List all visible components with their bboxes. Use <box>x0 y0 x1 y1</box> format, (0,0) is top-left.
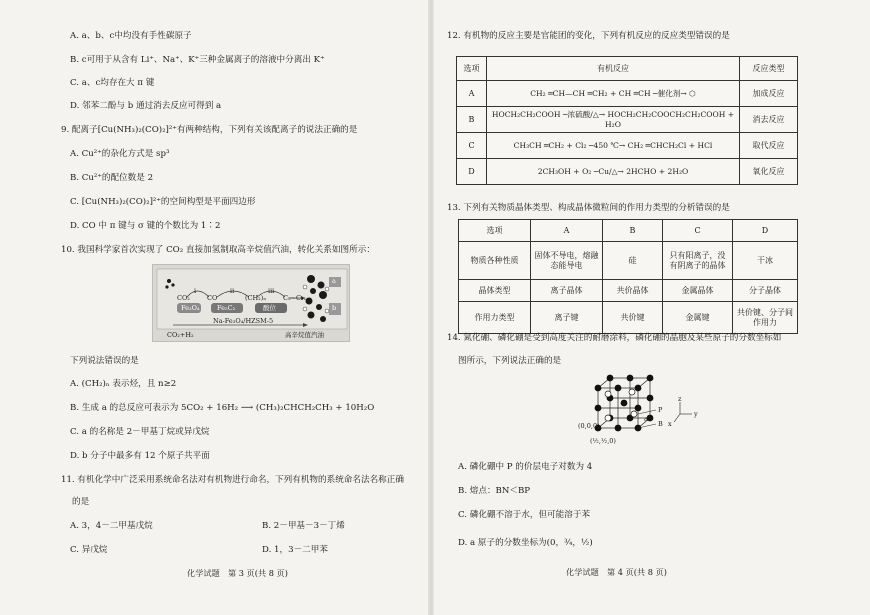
left-page-footer: 化学试题 第 3 页(共 8 页) <box>187 568 288 578</box>
q10-option-a: A. (CH₂)ₙ 表示烃，且 n≥2 <box>70 379 177 389</box>
q12-row-option: D <box>457 159 487 185</box>
a-atom-label: a <box>644 415 648 423</box>
q13-row-crystal-type <box>459 280 798 302</box>
olefin-label: (CH₂)ₙ <box>245 294 267 302</box>
q14-stem-line1: 14. 氮化硼、磷化硼是受到高度关注的耐磨涂料，磷化硼的晶胞及某些原子的分数坐标如 <box>447 333 782 343</box>
q12-row-d <box>457 159 798 185</box>
label-a: a <box>332 277 336 285</box>
q13-cell: 共价键 <box>603 302 663 334</box>
q12-stem: 12. 有机物的反应主要是官能团的变化，下列有机反应的反应类型错误的是 <box>447 31 730 41</box>
q12-header-type: 反应类型 <box>740 57 798 81</box>
q14-option-d: D. a 原子的分数坐标为(0，¾，½) <box>458 538 593 548</box>
q13-cell: 共价晶体 <box>603 280 663 302</box>
co-label: CO <box>207 294 218 302</box>
q12-row-type: 加成反应 <box>740 81 798 107</box>
chain-label: C₅~C₁₁ <box>283 294 307 302</box>
q13-header-cell: A <box>531 220 603 242</box>
q13-cell: 离子键 <box>531 302 603 334</box>
q14-option-c: C. 磷化硼不溶于水，但可能溶于苯 <box>458 510 591 520</box>
q9-stem: 9. 配离子[Cu(NH₃)₂(CO)₂]²⁺有两种结构，下列有关该配离子的说法正确的是 <box>61 125 358 135</box>
q13-header-cell: C <box>663 220 733 242</box>
q11-option-d: D. 1，3－二甲苯 <box>262 545 328 555</box>
q13-cell: 干冰 <box>733 242 798 280</box>
q12-row-type: 氧化反应 <box>740 159 798 185</box>
label-b: b <box>332 304 337 312</box>
cat3-label: 酸位 <box>263 304 276 312</box>
q14-option-a: A. 磷化硼中 P 的价层电子对数为 4 <box>458 462 593 472</box>
q9-option-b: B. Cu²⁺的配位数是 2 <box>70 173 154 183</box>
q12-row-reaction: 2CH₃OH + O₂ ─Cu/△→ 2HCHO + 2H₂O <box>487 159 740 185</box>
q14-option-b: B. 熔点：BN＜BP <box>458 486 531 496</box>
p-atom-label: P <box>658 406 663 414</box>
q12-header-option: 选项 <box>457 57 487 81</box>
q8-option-b: B. c可用于从含有 Li⁺、Na⁺、K⁺三种金属离子的溶液中分离出 K⁺ <box>70 55 325 65</box>
q13-cell: 离子晶体 <box>531 280 603 302</box>
q11-option-b: B. 2－甲基－3－丁烯 <box>262 521 345 531</box>
q13-cell: 金属晶体 <box>663 280 733 302</box>
q12-header-row <box>457 57 798 81</box>
page-fold <box>428 0 434 615</box>
step-i-label: i <box>194 287 197 295</box>
q9-option-d: D. CO 中 π 键与 σ 键的个数比为 1∶2 <box>70 221 221 231</box>
step-iii-label: iii <box>268 287 275 295</box>
q9-option-a: A. Cu²⁺的杂化方式是 sp³ <box>70 149 170 159</box>
q11-stem-line2: 的是 <box>72 497 90 507</box>
frac-coord-label: (½,½,0) <box>590 437 616 445</box>
q12-row-type: 取代反应 <box>740 133 798 159</box>
z-axis-label: z <box>678 395 682 403</box>
co2-label: CO₂ <box>177 294 190 302</box>
step-ii-label: ii <box>230 287 235 295</box>
q11-option-c: C. 异戊烷 <box>70 545 108 555</box>
q8-option-c: C. a、c均存在大 π 键 <box>70 78 155 88</box>
q10-prompt: 下列说法错误的是 <box>70 356 139 366</box>
q12-row-option: B <box>457 107 487 133</box>
q10-figure <box>152 264 350 342</box>
q13-header-cell: B <box>603 220 663 242</box>
x-axis-label: x <box>668 420 672 428</box>
cat1-label: Fe₃O₄ <box>181 304 200 312</box>
q13-row-label: 物质各种性质 <box>459 242 531 280</box>
q13-cell: 共价键、分子间作用力 <box>733 302 798 334</box>
q13-row-label: 作用力类型 <box>459 302 531 334</box>
origin-label: (0,0,0) <box>578 422 600 430</box>
q13-cell: 分子晶体 <box>733 280 798 302</box>
q11-option-a: A. 3，4－二甲基戊烷 <box>70 521 153 531</box>
q12-row-option: A <box>457 81 487 107</box>
q13-header-cell: D <box>733 220 798 242</box>
q13-cell: 只有阳离子，没有阴离子的晶体 <box>663 242 733 280</box>
y-axis-label: y <box>694 410 698 418</box>
catalyst-label: Na-Fe₃O₄/HZSM-5 <box>213 317 274 325</box>
product-label: 高辛烷值汽油 <box>285 331 324 339</box>
q13-header-row <box>459 220 798 242</box>
q13-row-properties <box>459 242 798 280</box>
q12-row-option: C <box>457 133 487 159</box>
q13-row-force-type <box>459 302 798 334</box>
q12-row-c <box>457 133 798 159</box>
q9-option-c: C. [Cu(NH₃)₂(CO)₂]²⁺的空间构型是平面四边形 <box>70 197 256 207</box>
q12-row-a <box>457 81 798 107</box>
q12-row-reaction: CH₂ ═CH—CH ═CH₂ + CH ═CH ─催化剂→ ⬡ <box>487 81 740 107</box>
feed-label: CO₂+H₂ <box>167 331 194 339</box>
q12-row-b <box>457 107 798 133</box>
q13-stem: 13. 下列有关物质晶体类型、构成晶体微粒间的作用力类型的分析错误的是 <box>447 203 730 213</box>
q12-row-reaction: CH₃CH ═CH₂ + Cl₂ ─450 ℃→ CH₂ ═CHCH₂Cl + HCl <box>487 133 740 159</box>
b-atom-label: B <box>658 420 663 428</box>
q10-option-b: B. 生成 a 的总反应可表示为 5CO₂ + 16H₂ ⟶ (CH₃)₂CHCH₂CH₃ + 10H₂O <box>70 403 375 413</box>
q13-row-label: 晶体类型 <box>459 280 531 302</box>
q8-option-d: D. 邻苯二酚与 b 通过消去反应可得到 a <box>70 101 222 111</box>
q13-header-cell: 选项 <box>459 220 531 242</box>
q13-cell: 金属键 <box>663 302 733 334</box>
q14-figure <box>578 374 710 450</box>
q12-row-reaction: HOCH₂CH₂COOH ─浓硫酸/△→ HOCH₂CH₂COOCH₂CH₂COOH + H₂O <box>487 107 740 133</box>
q12-table <box>456 56 798 185</box>
q13-cell: 固体不导电，熔融态能导电 <box>531 242 603 280</box>
right-page-footer: 化学试题 第 4 页(共 8 页) <box>566 567 667 577</box>
q10-stem: 10. 我国科学家首次实现了 CO₂ 直接加氢制取高辛烷值汽油，转化关系如图所示： <box>61 245 375 255</box>
q13-table <box>458 219 798 334</box>
q13-cell: 硅 <box>603 242 663 280</box>
q10-option-c: C. a 的名称是 2－甲基丁烷或异戊烷 <box>70 427 210 437</box>
cat2-label: Fe₅C₂ <box>217 304 236 312</box>
q14-stem-line2: 图所示，下列说法正确的是 <box>458 356 562 366</box>
q8-option-a: A. a、b、c中均没有手性碳原子 <box>70 31 192 41</box>
q11-stem-line1: 11. 有机化学中广泛采用系统命名法对有机物进行命名，下列有机物的系统命名法名称正确 <box>61 475 404 485</box>
q12-row-type: 消去反应 <box>740 107 798 133</box>
q12-header-reaction: 有机反应 <box>487 57 740 81</box>
q10-option-d: D. b 分子中最多有 12 个原子共平面 <box>70 451 210 461</box>
